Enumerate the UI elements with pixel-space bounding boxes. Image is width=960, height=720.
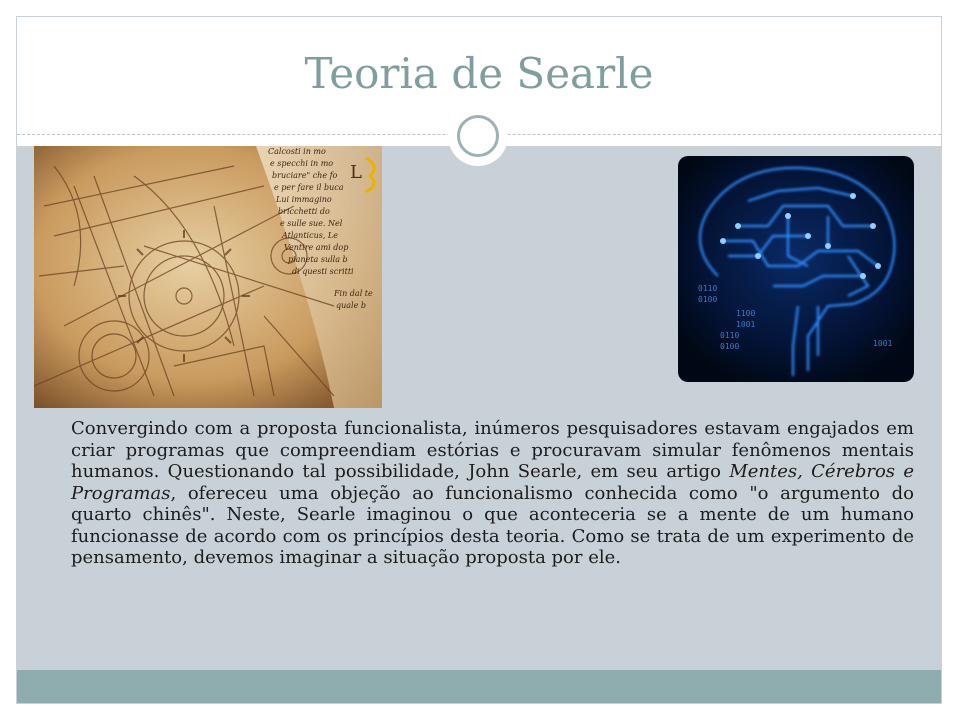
sketch-text-line: pianeta sulla b: [288, 255, 348, 264]
ornament-ring: [457, 115, 499, 157]
binary-text: 1100: [736, 309, 756, 318]
sketch-machinery-image: [34, 146, 382, 408]
sketch-machinery-svg: [34, 146, 382, 408]
binary-text: 0100: [720, 342, 740, 351]
slide-title: Teoria de Searle: [304, 49, 654, 98]
body-text-part1: Convergindo com a proposta funcionalista, inúmeros pesquisadores estavam engajados em criar programas que compreendiam estórias e procuravam simular fenômenos mentais humanos. Questionando tal possibilidade, John Searle, em seu artigo: [71, 418, 914, 482]
body-text-part2: , ofereceu uma objeção ao funcionalismo conhecida como "o argumento do quarto chinês". Neste, Searle imaginou o que aconteceria se a mente de um humano funcionasse de acordo com os princípios desta teoria. Como se trata de um experimento de pensamento, devemos imaginar a situação proposta por ele.: [71, 482, 914, 568]
sketch-stamp-letter: L: [350, 162, 362, 183]
sketch-text-line: Atlanticus, Le: [282, 231, 338, 240]
sketch-text-line: Lui immagino: [276, 195, 332, 204]
binary-text: 1001: [736, 320, 756, 329]
sketch-text-line: e per fare il buca: [274, 183, 344, 192]
body-text-italic-title: Mentes, Cérebros e Programas: [71, 461, 915, 504]
circle-ornament-icon: [448, 106, 508, 166]
sketch-text-line: quale b: [336, 301, 366, 310]
sketch-text-line: bruciare" che fo: [272, 171, 338, 180]
sketch-text-line: Ventire ami dop: [284, 243, 349, 252]
sketch-text-line: e sulle sue. Nel: [280, 219, 343, 228]
circuit-brain-svg: [678, 156, 914, 382]
sketch-text-line: di questi scritti: [292, 267, 354, 276]
binary-text: 0110: [698, 284, 718, 293]
sketch-text-line: Calcosti in mo: [268, 147, 326, 156]
body-paragraph: [71, 418, 914, 569]
footer-band: [17, 670, 941, 703]
binary-text: 0100: [698, 295, 718, 304]
sketch-text-line: e specchi in mo: [270, 159, 334, 168]
sketch-text-line: bricchetti do: [278, 207, 330, 216]
sketch-text-line: Fin dal te: [334, 289, 373, 298]
binary-text: 1001: [873, 339, 893, 348]
binary-text: 0110: [720, 331, 740, 340]
circuit-brain-image: [678, 156, 914, 382]
